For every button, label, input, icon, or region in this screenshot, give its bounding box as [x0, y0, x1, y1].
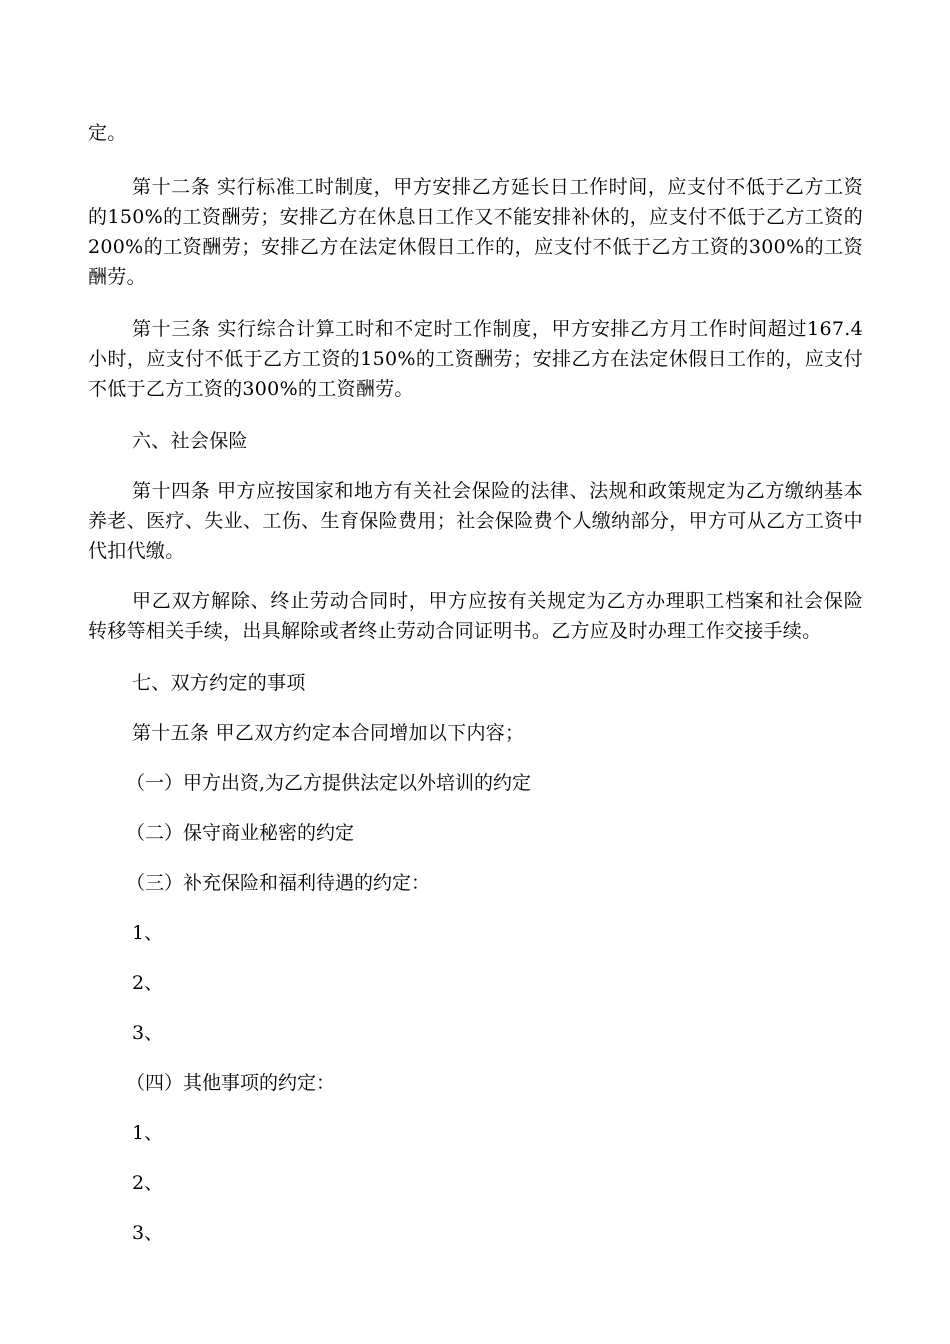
paragraph-continuation: 定。	[88, 122, 127, 144]
item-blank-2: 2、	[132, 972, 164, 994]
item-blank-4: 1、	[132, 1122, 164, 1144]
article-15: 第十五条 甲乙双方约定本合同增加以下内容；	[132, 722, 525, 744]
article-12: 第十二条 实行标准工时制度，甲方安排乙方延长日工作时间，应支付不低于乙方工资的150%的工资酬劳；安排乙方在休息日工作又不能安排补休的，应支付不低于乙方工资的200%的工资酬劳；安排乙方在法定休假日工作的，应支付不低于乙方工资的300%的工资酬劳。	[88, 176, 863, 288]
section-heading-social-insurance: 六、社会保险	[132, 430, 248, 452]
item-blank-6: 3、	[132, 1222, 164, 1244]
section-heading-agreed-matters: 七、双方约定的事项	[132, 672, 306, 694]
item-training: （一）甲方出资,为乙方提供法定以外培训的约定	[126, 772, 532, 794]
document-page	[88, 118, 863, 1248]
item-blank-5: 2、	[132, 1172, 164, 1194]
item-blank-1: 1、	[132, 922, 164, 944]
article-13: 第十三条 实行综合计算工时和不定时工作制度，甲方安排乙方月工作时间超过167.4小时，应支付不低于乙方工资的150%的工资酬劳；安排乙方在法定休假日工作的，应支付不低于乙方工资的300%的工资酬劳。	[88, 318, 863, 400]
termination-paragraph: 甲乙双方解除、终止劳动合同时，甲方应按有关规定为乙方办理职工档案和社会保险转移等相关手续，出具解除或者终止劳动合同证明书。乙方应及时办理工作交接手续。	[88, 590, 863, 642]
item-supplementary-insurance: （三）补充保险和福利待遇的约定：	[126, 872, 431, 894]
item-trade-secrets: （二）保守商业秘密的约定	[126, 822, 355, 844]
item-other-matters: （四）其他事项的约定：	[126, 1072, 336, 1094]
item-blank-3: 3、	[132, 1022, 164, 1044]
article-14: 第十四条 甲方应按国家和地方有关社会保险的法律、法规和政策规定为乙方缴纳基本养老、医疗、失业、工伤、生育保险费用；社会保险费个人缴纳部分，甲方可从乙方工资中代扣代缴。	[88, 480, 863, 562]
